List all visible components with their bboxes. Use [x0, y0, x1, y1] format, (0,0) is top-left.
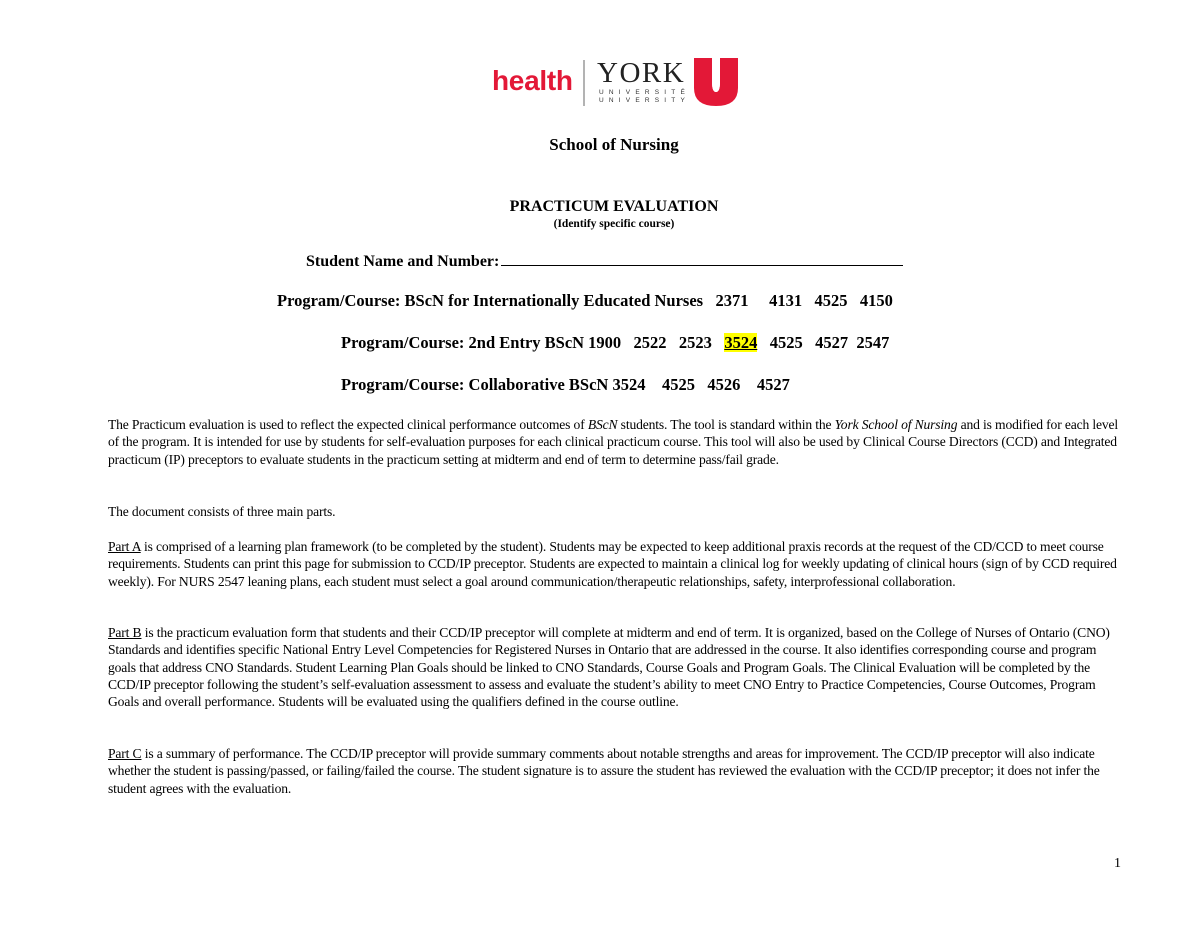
- program-course-line: [341, 333, 889, 353]
- italic-text: York School of Nursing: [834, 417, 958, 432]
- program-course-line: Program/Course: Collaborative BScN 3524 4525 4526 4527: [341, 375, 790, 394]
- york-health-logo: [492, 58, 742, 108]
- paragraph-text: The Practicum evaluation is used to reflect the expected clinical performance outcomes of: [108, 417, 588, 432]
- paragraph-text: and is modified for each level of the program. It is intended for use by students for self-evaluation purposes for each clinical practicum course. This tool will also be used by Clinical Course Directors (CCD) and Integrated practicum (IP) preceptors to evaluate students in the practicum setting at midterm and end of term to determine pass/fail grade.: [108, 417, 1119, 467]
- part-b-paragraph: [108, 624, 1120, 710]
- logo-university-text: UNIVERSITY: [599, 97, 691, 104]
- part-a-paragraph: [108, 538, 1120, 590]
- logo-health-text: health: [492, 65, 573, 96]
- paragraph-text: is the practicum evaluation form that students and their CCD/IP preceptor will complete at midterm and end of term. It is organized, based on the College of Nurses of Ontario (CNO) Standards and identifies specific National Entry Level Competencies for Registered Nurses in Ontario that are addressed in the course. It also identifies corresponding course and program goals that address CNO Standards. Student Learning Plan Goals should be linked to CNO Standards, Course Goals and Program Goals. The Clinical Evaluation will be completed by the CCD/IP preceptor following the student’s self-evaluation assessment to assess and evaluate the student’s ability to meet CNO Entry to Practice Competencies, Course Outcomes, Program Goals and overall performance. Students will be evaluated using the qualifiers defined in the course outline.: [108, 625, 1110, 710]
- highlighted-course-number: 3524: [724, 333, 758, 352]
- paragraph-text: is comprised of a learning plan framework (to be completed by the student). Students may be expected to keep additional praxis records at the request of the CD/CCD to meet course requirements. Students can print this page for submission to CCD/IP preceptor. Students are expected to maintain a clinical log for weekly updating of clinical hours (sign of by CCD required weekly). For NURS 2547 leaning plans, each student must select a goal around communication/therapeutic relationships, safety, interprofessional collaboration.: [108, 539, 1117, 589]
- york-u-icon: [692, 58, 740, 106]
- student-name-blank-line: [501, 251, 903, 266]
- program-course-text: Program/Course: 2nd Entry BScN 1900 2522 2523: [341, 333, 725, 352]
- intro-paragraph: [108, 416, 1120, 468]
- school-name: School of Nursing: [549, 135, 679, 154]
- logo-universite-text: UNIVERSITÉ: [599, 89, 691, 96]
- part-b-label: Part B: [108, 625, 142, 640]
- part-c-paragraph: [108, 745, 1120, 797]
- document-title: PRACTICUM EVALUATION: [509, 198, 719, 215]
- page-number: 1: [1114, 856, 1121, 871]
- part-c-label: Part C: [108, 746, 142, 761]
- parts-intro-paragraph: The document consists of three main parts.: [108, 504, 336, 519]
- logo-divider: [583, 60, 585, 106]
- part-a-label: Part A: [108, 539, 141, 554]
- document-subtitle: (Identify specific course): [553, 218, 675, 230]
- paragraph-text: is a summary of performance. The CCD/IP preceptor will provide summary comments about notable strengths and areas for improvement. The CCD/IP preceptor will also indicate whether the student is passing/passed, or failing/failed the course. The student signature is to assure the student has reviewed the evaluation with the CCD/IP preceptor; it does not infer the student agrees with the evaluation.: [108, 746, 1100, 796]
- program-course-text: 4525 4527 2547: [757, 333, 890, 352]
- student-name-field: [306, 251, 903, 271]
- paragraph-text: students. The tool is standard within the: [617, 417, 835, 432]
- student-name-label: Student Name and Number:: [306, 253, 500, 270]
- program-course-line: Program/Course: BScN for Internationally Educated Nurses 2371 4131 4525 4150: [277, 291, 893, 310]
- italic-text: BScN: [587, 417, 618, 432]
- logo-york-text: YORK: [597, 57, 686, 89]
